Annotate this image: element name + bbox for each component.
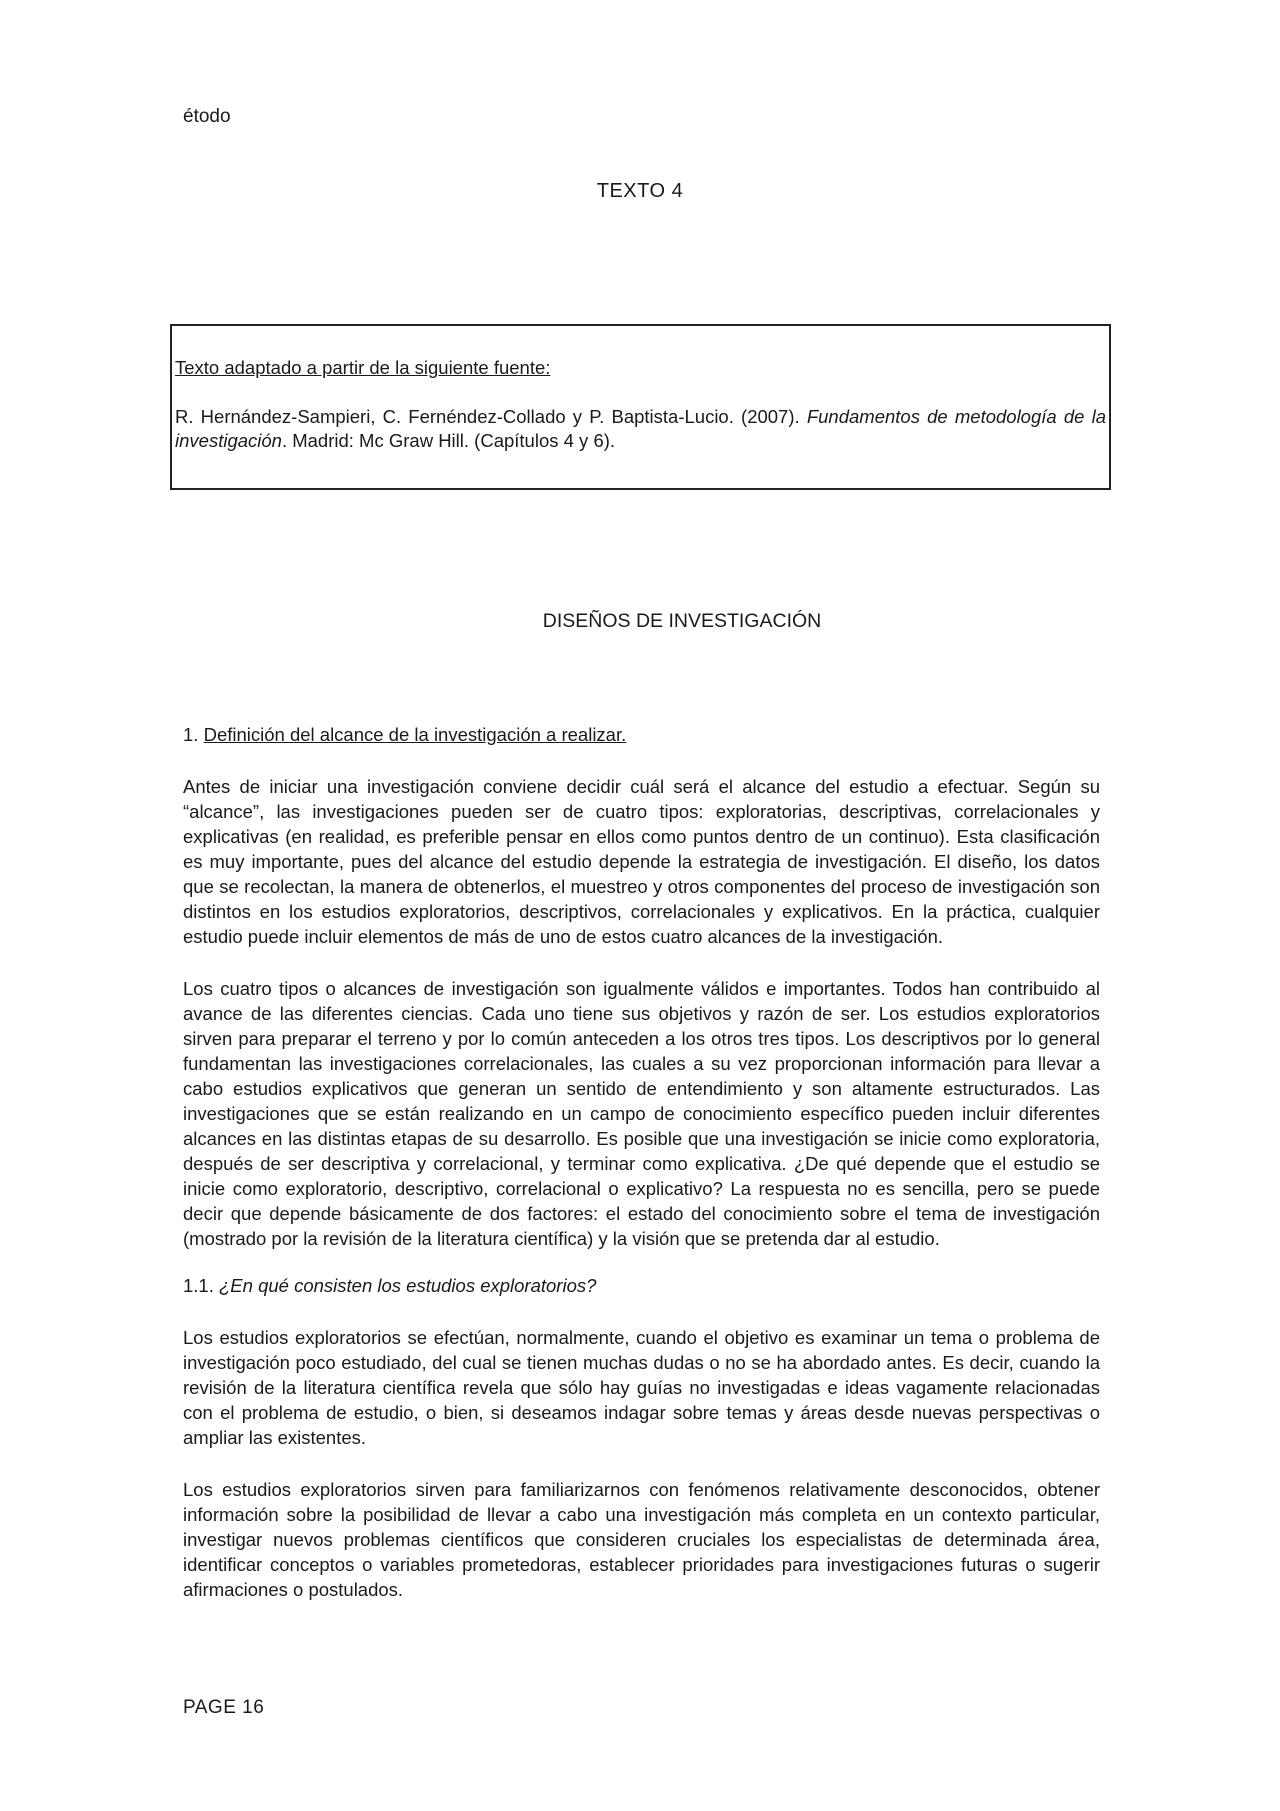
citation-authors: R. Hernández-Sampieri, C. Fernéndez-Collado y P. Baptista-Lucio. (2007).: [175, 406, 800, 427]
section-1-heading: [183, 722, 1100, 747]
section-1-1-paragraph-1: Los estudios exploratorios se efectúan, normalmente, cuando el objetivo es examinar un tema o problema de investigación poco estudiado, del cual se tienen muchas dudas o no se ha abordado antes. Es decir, cuando la revisión de la literatura científica revela que sólo hay guías no investigadas e ideas vagamente relacionadas con el problema de estudio, o bien, si deseamos indagar sobre temas y áreas desde nuevas perspectivas o ampliar las existentes.: [183, 1327, 1100, 1448]
page-footer: [183, 1697, 264, 1719]
citation-title: Fundamentos de metodología de la investigación: [175, 406, 1106, 451]
citation-rest: . Madrid: Mc Graw Hill. (Capítulos 4 y 6).: [281, 430, 616, 451]
page-number: 16: [242, 1697, 265, 1718]
section-1-1-paragraph-2: Los estudios exploratorios sirven para familiarizarnos con fenómenos relativamente desconocidos, obtener información sobre la posibilidad de llevar a cabo una investigación más completa en un contexto particular, investigar nuevos problemas científicos que consideren cruciales los especialistas de determinada área, identificar conceptos o variables prometedoras, establecer prioridades para investigaciones futuras o sugerir afirmaciones o postulados.: [183, 1479, 1100, 1600]
source-box: [170, 324, 1111, 490]
section-1-1-heading: [183, 1273, 1100, 1298]
design-title: DISEÑOS DE INVESTIGACIÓN: [542, 610, 822, 632]
section-1-paragraph-1: Antes de iniciar una investigación conviene decidir cuál será el alcance del estudio a efectuar. Según su “alcance”, las investigaciones pueden ser de cuatro tipos: exploratorias, descriptivas, correlacionales y explicativas (en realidad, es preferible pensar en ellos como puntos dentro de un continuo). Esta clasificación es muy importante, pues del alcance del estudio depende la estrategia de investigación. El diseño, los datos que se recolectan, la manera de obtenerlos, el muestreo y otros componentes del proceso de investigación son distintos en los estudios exploratorios, descriptivos, correlacionales y explicativos. En la práctica, cualquier estudio puede incluir elementos de más de uno de estos cuatro alcances de la investigación.: [183, 776, 1100, 947]
section-1-1-number: 1.1.: [183, 1275, 214, 1296]
header-fragment: étodo: [183, 106, 231, 127]
section-1-1-title: ¿En qué consisten los estudios exploratorios?: [219, 1275, 597, 1296]
source-label: Texto adaptado a partir de la siguiente fuente:: [175, 357, 551, 378]
document-body: [183, 722, 1100, 1602]
section-1-title: Definición del alcance de la investigación a realizar.: [203, 724, 627, 745]
page-label: PAGE: [183, 1697, 237, 1718]
source-citation: [175, 405, 1106, 453]
texto-title: TEXTO 4: [596, 180, 684, 202]
section-1-paragraph-2: Los cuatro tipos o alcances de investigación son igualmente válidos e importantes. Todos han contribuido al avance de las diferentes ciencias. Cada uno tiene sus objetivos y razón de ser. Los estudios exploratorios sirven para preparar el terreno y por lo común anteceden a los otros tres tipos. Los descriptivos por lo general fundamentan las investigaciones correlacionales, las cuales a su vez proporcionan información para llevar a cabo estudios explicativos que generan un sentido de entendimiento y son altamente estructurados. Las investigaciones que se están realizando en un campo de conocimiento específico pueden incluir diferentes alcances en las distintas etapas de su desarrollo. Es posible que una investigación se inicie como exploratoria, después de ser descriptiva y correlacional, y terminar como explicativa. ¿De qué depende que el estudio se inicie como exploratorio, descriptivo, correlacional o explicativo? La respuesta no es sencilla, pero se puede decir que depende básicamente de dos factores: el estado del conocimiento sobre el tema de investigación (mostrado por la revisión de la literatura científica) y la visión que se pretenda dar al estudio.: [183, 978, 1100, 1249]
section-1-number: 1.: [183, 724, 199, 745]
